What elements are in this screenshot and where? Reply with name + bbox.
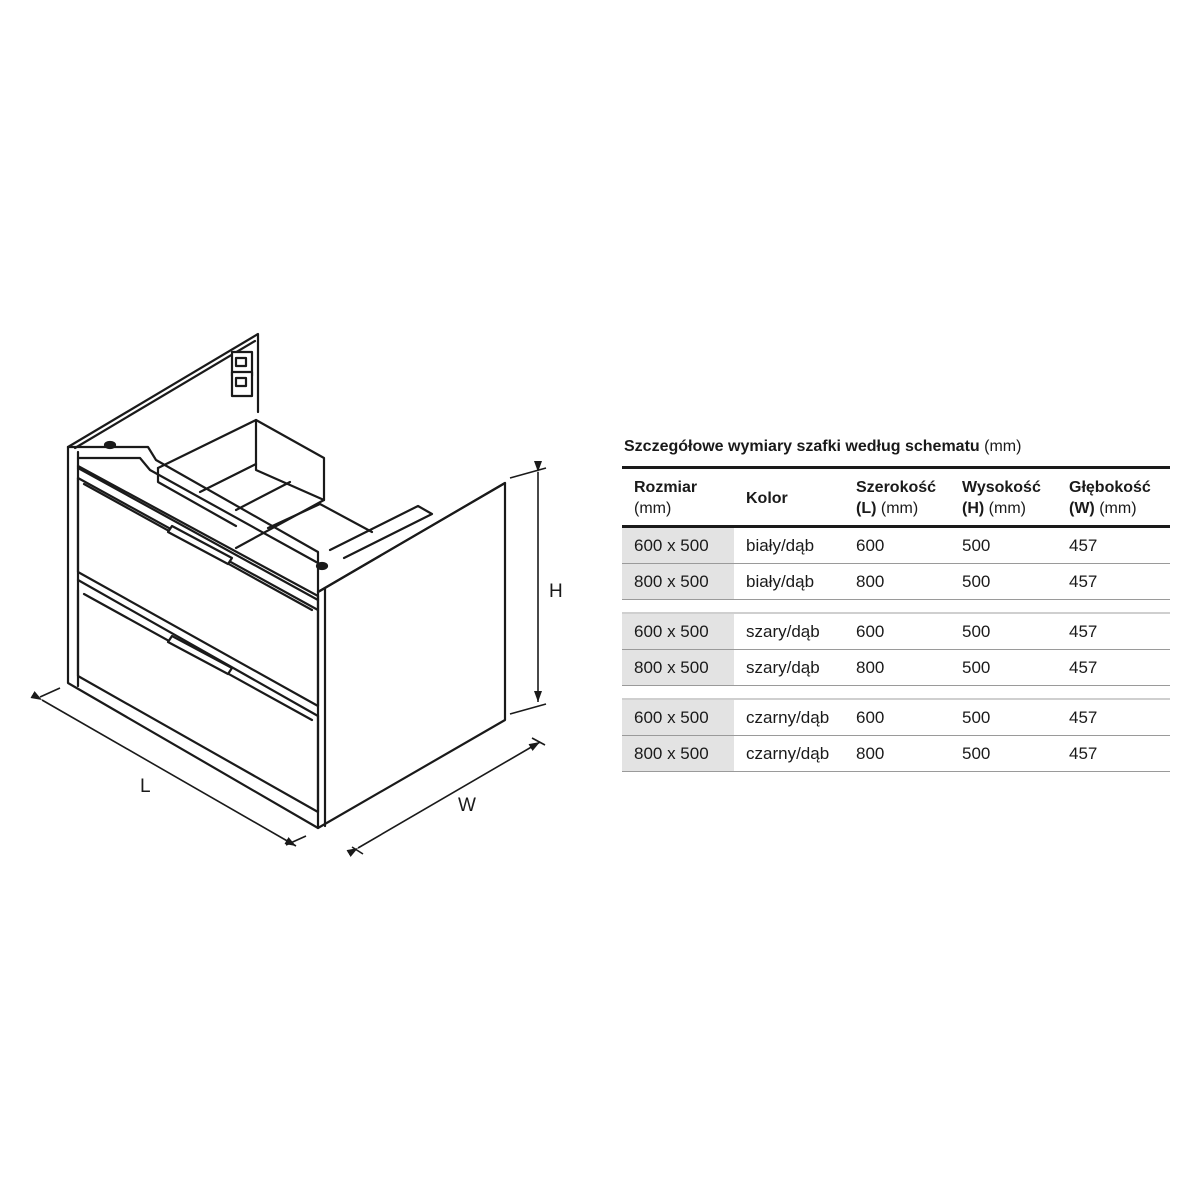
cell-width: 800 (844, 736, 950, 772)
column-header-width: Szerokość (L) (mm) (856, 479, 937, 517)
cell-size: 600 x 500 (622, 613, 734, 650)
mount-hole (105, 442, 115, 448)
cell-depth: 457 (1057, 736, 1170, 772)
cell-height: 500 (950, 736, 1057, 772)
column-header-color: Kolor (746, 489, 788, 507)
cell-color: biały/dąb (734, 527, 844, 564)
table-row (622, 736, 1170, 772)
cabinet-side-panel (318, 483, 505, 828)
cell-size: 800 x 500 (622, 564, 734, 600)
cell-width: 800 (844, 564, 950, 600)
table-row (622, 613, 1170, 650)
spec-title (624, 438, 1170, 456)
cell-height: 500 (950, 527, 1057, 564)
table-row (622, 564, 1170, 600)
cell-width: 800 (844, 650, 950, 686)
cell-height: 500 (950, 613, 1057, 650)
spec-title-text: Szczegółowe wymiary szafki według schematu (624, 438, 980, 455)
cell-height: 500 (950, 650, 1057, 686)
drawer-bottom-handle (168, 636, 232, 674)
dimension-label-w: W (458, 795, 476, 816)
dimension-label-l: L (140, 776, 151, 797)
spec-title-unit: (mm) (984, 438, 1022, 455)
cell-color: szary/dąb (734, 650, 844, 686)
cabinet-back-panel (68, 334, 258, 447)
dimensions-table (622, 466, 1170, 772)
table-row (622, 699, 1170, 736)
group-separator (622, 600, 1170, 614)
cell-depth: 457 (1057, 564, 1170, 600)
cell-color: szary/dąb (734, 613, 844, 650)
cell-width: 600 (844, 699, 950, 736)
group-separator (622, 686, 1170, 700)
cell-width: 600 (844, 527, 950, 564)
cell-height: 500 (950, 564, 1057, 600)
cell-depth: 457 (1057, 699, 1170, 736)
dimension-line-l (42, 700, 296, 846)
table-header-row (622, 468, 1170, 527)
cell-color: czarny/dąb (734, 736, 844, 772)
cell-size: 600 x 500 (622, 527, 734, 564)
column-header-size: Rozmiar (mm) (634, 479, 698, 517)
dimensions-spec (622, 438, 1170, 772)
cell-depth: 457 (1057, 650, 1170, 686)
table-row (622, 527, 1170, 564)
cell-width: 600 (844, 613, 950, 650)
cabinet-front-frame (68, 447, 318, 828)
cell-size: 600 x 500 (622, 699, 734, 736)
cell-color: czarny/dąb (734, 699, 844, 736)
column-header-height: Wysokość (H) (mm) (962, 479, 1041, 517)
cell-size: 800 x 500 (622, 650, 734, 686)
cell-height: 500 (950, 699, 1057, 736)
dimension-label-h: H (549, 581, 563, 602)
cell-depth: 457 (1057, 613, 1170, 650)
cell-color: biały/dąb (734, 564, 844, 600)
column-header-depth: Głębokość (W) (mm) (1069, 479, 1151, 517)
table-row (622, 650, 1170, 686)
cell-size: 800 x 500 (622, 736, 734, 772)
drawer-inner-box (158, 420, 324, 548)
cell-depth: 457 (1057, 527, 1170, 564)
